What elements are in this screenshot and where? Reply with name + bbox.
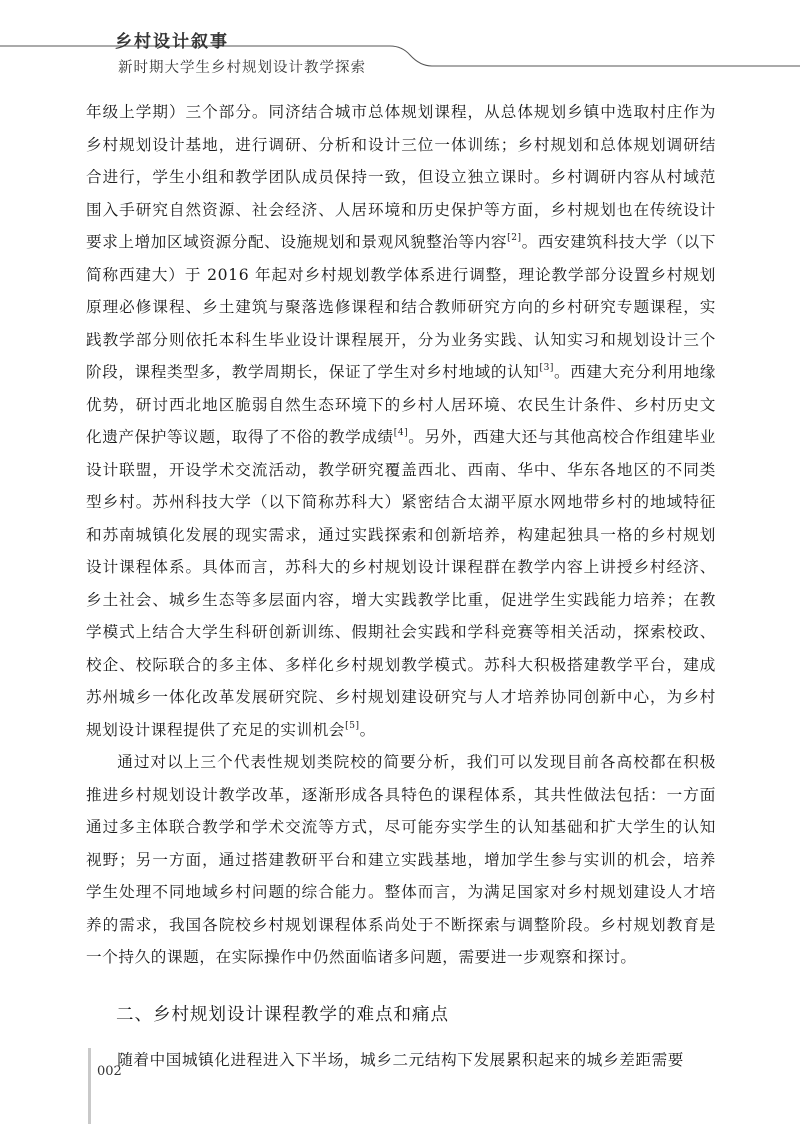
citation-ref: [3] bbox=[539, 363, 555, 373]
section-heading: 二、乡村规划设计课程教学的难点和痛点 bbox=[116, 1004, 449, 1025]
paragraph-text: 。西建大充分利用地缘优势，研讨西北地区脆弱自然生态环境下的乡村人居环境、农民生计条件、乡村历史文化遗产保护等议题，取得了不俗的教学成绩 bbox=[86, 363, 716, 446]
paragraph-1 bbox=[86, 96, 716, 746]
page-number: 002 bbox=[97, 1064, 122, 1079]
paragraph-text: 。西安建筑科技大学（以下简称西建大）于 2016 年起对乡村规划教学体系进行调整，理论教学部分设置乡村规划原理必修课程、乡土建筑与聚落选修课程和结合教师研究方向的乡村研究专题课程，实践教学部分则依托本科生毕业设计课程展开，分为业务实践、认知实习和规划设计三个阶段，课程类型多，教学周期长，保证了学生对乡村地域的认知 bbox=[86, 233, 717, 381]
citation-ref: [5] bbox=[345, 720, 360, 731]
page-body bbox=[86, 96, 716, 1076]
book-title: 乡村设计叙事 bbox=[115, 32, 229, 52]
running-header bbox=[0, 0, 800, 80]
paragraph-text: 。 bbox=[359, 720, 376, 739]
paragraph-2: 通过对以上三个代表性规划类院校的简要分析，我们可以发现目前各高校都在积极推进乡村规划设计教学改革，逐渐形成各具特色的课程体系，其共性做法包括：一方面通过多主体联合教学和学术交流等方式，尽可能夯实学生的认知基础和扩大学生的认知视野；另一方面，通过搭建教研平台和建立实践基地，增加学生参与实训的机会，培养学生处理不同地域乡村问题的综合能力。整体而言，为满足国家对乡村规划建设人才培养的需求，我国各院校乡村规划课程体系尚处于不断探索与调整阶段。乡村规划教育是一个持久的课题，在实际操作中仍然面临诸多问题，需要进一步观察和探讨。 bbox=[86, 753, 716, 966]
paragraph-text: 。另外，西建大还与其他高校合作组建毕业设计联盟，开设学术交流活动，教学研究覆盖西北、西南、华中、华东各地区的不同类型乡村。苏州科技大学（以下简称苏科大）紧密结合太湖平原水网地带乡村的地域特征和苏南城镇化发展的现实需求，通过实践探索和创新培养，构建起独具一格的乡村规划设计课程体系。具体而言，苏科大的乡村规划设计课程群在教学内容上讲授乡村经济、乡土社会、城乡生态等多层面内容，增大实践教学比重，促进学生实践能力培养；在教学模式上结合大学生科研创新训练、假期社会实践和学科竞赛等相关活动，探索校政、校企、校际联合的多主体、多样化乡村规划教学模式。苏科大积极搭建教学平台，建成苏州城乡一体化改革发展研究院、乡村规划建设研究与人才培养协同创新中心，为乡村规划设计课程提供了充足的实训机会 bbox=[86, 428, 716, 739]
paragraph-text: 年级上学期）三个部分。同济结合城市总体规划课程，从总体规划乡镇中选取村庄作为乡村规划设计基地，进行调研、分析和设计三位一体训练；乡村规划和总体规划调研结合进行，学生小组和教学团队成员保持一致，但设立独立课时。乡村调研内容从村域范围入手研究自然资源、社会经济、人居环境和历史保护等方面，乡村规划也在传统设计要求上增加区域资源分配、设施规划和景观风貌整治等内容 bbox=[86, 103, 716, 251]
folio-bar bbox=[88, 1048, 91, 1124]
book-subtitle: 新时期大学生乡村规划设计教学探索 bbox=[118, 60, 366, 76]
citation-ref: [2] bbox=[507, 233, 522, 243]
citation-ref: [4] bbox=[393, 428, 409, 438]
paragraph-3: 随着中国城镇化进程进入下半场，城乡二元结构下发展累积起来的城乡差距需要 bbox=[117, 1050, 684, 1069]
